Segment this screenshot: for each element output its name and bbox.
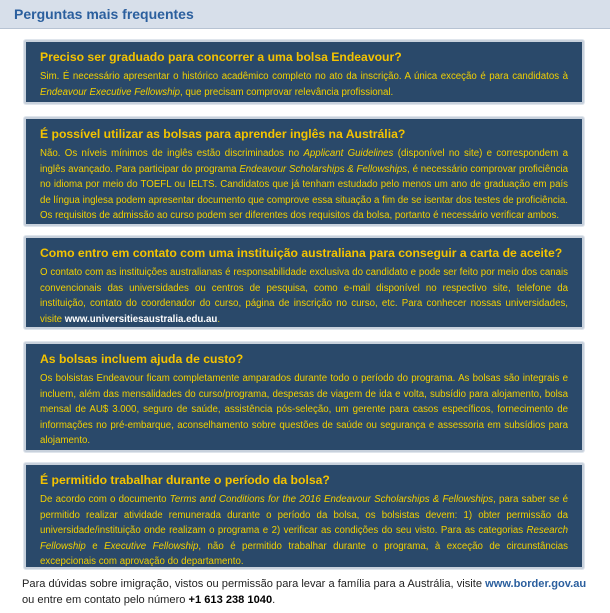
answer-text: (disponível no site) e correspondem a inglês avançado. Para participar do programa — [40, 148, 568, 175]
faq-question: Como entro em contato com uma instituição australiana para conseguir a carta de aceite? — [40, 246, 563, 260]
answer-text: Endeavour Scholarships & Fellowships — [239, 163, 408, 175]
answer-text: , é necessário comprovar proficiência no idioma por meio do TOEFL ou IELTS. Candidatos que já tenham estudado pelo menos um ano de graduação em país de língua inglesa podem apresentar documento que comprove essa situação a fim de se isentar dos testes de proficiência. Os requisitos de admissão ao curso podem ser diferentes dos requisitos da bolsa, portanto é necessário verificar ambos. — [40, 163, 568, 221]
border-website-link[interactable]: www.border.gov.au — [485, 578, 587, 590]
section-header — [0, 0, 610, 29]
faq-answer — [40, 146, 568, 224]
faq-answer — [40, 371, 568, 449]
answer-text: , que precisam comprovar relevância profissional. — [180, 86, 394, 98]
faq-question: Preciso ser graduado para concorrer a uma bolsa Endeavour? — [40, 50, 402, 64]
phone-number: +1 613 238 1040 — [188, 594, 273, 606]
faq-answer — [40, 69, 568, 100]
answer-text: Não. Os níveis mínimos de inglês estão discriminados no — [40, 148, 304, 159]
answer-text: , para saber se é permitido realizar atividade remunerada durante o período da bolsa, os bolsistas devem: 1) obter permissão da universidade/instituição onde realizam o programa e 2) verificar as condições do seu visto. Para as categorias — [40, 494, 568, 536]
answer-text: Applicant Guidelines — [303, 148, 394, 159]
section-title: Perguntas mais frequentes — [14, 6, 194, 22]
faq-panel-english — [24, 117, 584, 226]
footer-note — [22, 576, 588, 608]
universities-link[interactable]: www.universitiesaustralia.edu.au — [64, 313, 218, 325]
faq-question: É possível utilizar as bolsas para aprender inglês na Austrália? — [40, 127, 406, 141]
answer-text: Sim. É necessário apresentar o histórico acadêmico completo no ato da inscrição. A única exceção é para candidatos à — [40, 71, 568, 82]
faq-panel-contact — [24, 236, 584, 329]
answer-text: Terms and Conditions for the 2016 Endeavour Scholarships & Fellowships — [169, 494, 494, 505]
faq-answer — [40, 265, 568, 327]
faq-panel-graduation — [24, 40, 584, 104]
faq-panel-allowance — [24, 342, 584, 452]
answer-text: Endeavour Executive Fellowship — [40, 86, 181, 98]
answer-text: Research Fellowship — [40, 525, 568, 552]
faq-question: As bolsas incluem ajuda de custo? — [40, 352, 244, 366]
faq-question: É permitido trabalhar durante o período da bolsa? — [40, 473, 330, 487]
answer-text: O contato com as instituições australianas é responsabilidade exclusiva do candidato e pode ser feito por meio dos canais convencionais das universidades ou centros de pesquisa, como e-mail disponível no respectivo site, telefone da instituição, contato do coordenador do curso, página de inscrição no curso, etc. Para conhecer nossas universidades, visite — [40, 267, 568, 325]
answer-text: . — [217, 313, 221, 325]
footer-text-middle: ou entre em contato pelo número — [22, 594, 189, 606]
footer-text: Para dúvidas sobre imigração, vistos ou permissão para levar a família para a Austrália, visite — [22, 578, 486, 590]
faq-answer — [40, 492, 568, 570]
answer-text: e — [85, 540, 105, 552]
answer-text: , não é permitido trabalhar durante o programa, à exceção de circunstâncias excepcionais com aprovação do departamento. — [40, 540, 568, 567]
faq-panel-work — [24, 463, 584, 569]
answer-text: Executive Fellowship — [104, 540, 199, 552]
answer-text: Os bolsistas Endeavour ficam completamente amparados durante todo o período do programa. As bolsas são integrais e incluem, além das mensalidades do curso/programa, despesas de viagem de ida e volta, subsídio para alojamento, bolsa mensal de AU$ 3.000, seguro de saúde, assistência pós-seleção, um gerente para casos específicos, fornecimento de informações no pré-embarque, aconselhamento sobre questões de saúde ou segurança e assessoria em subsídios para alojamento. — [40, 373, 568, 446]
answer-text: De acordo com o documento — [40, 494, 170, 505]
footer-text-end: . — [272, 594, 276, 606]
